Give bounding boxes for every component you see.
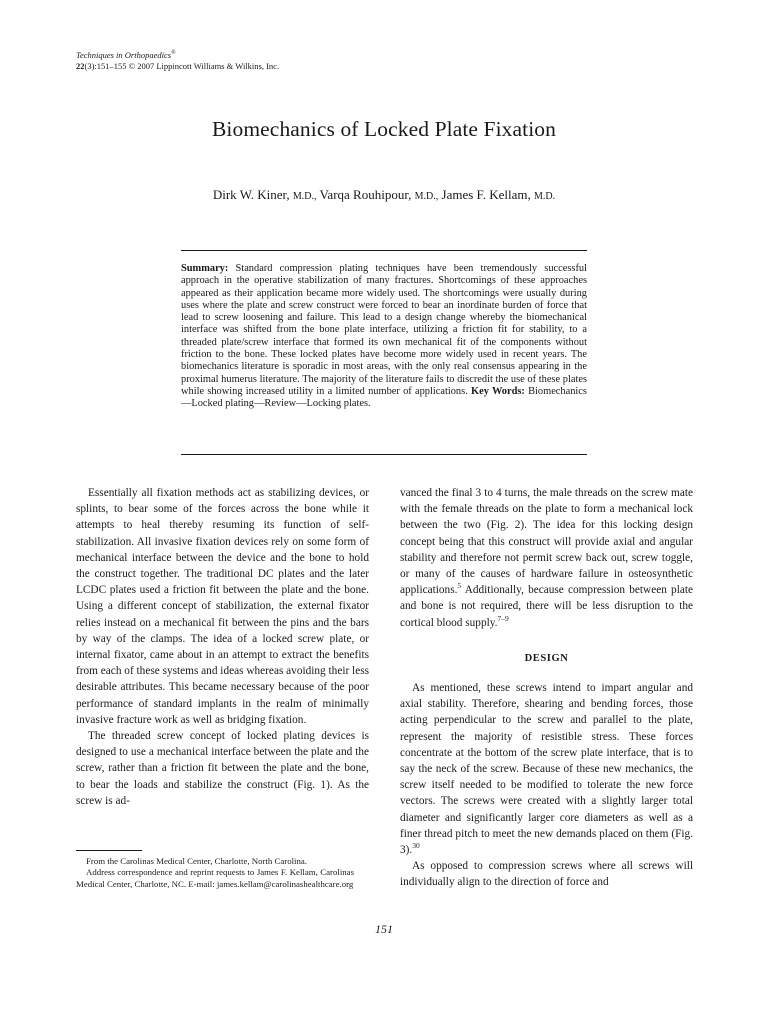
registered-mark: ® (171, 50, 176, 56)
summary-label: Summary: (181, 263, 229, 274)
right-column (400, 485, 693, 891)
author-degree: M.D. (534, 191, 556, 202)
author-name: James F. Kellam, (441, 187, 531, 202)
keywords-text: Biomechanics—Locked plating—Review—Locking plates. (181, 385, 587, 410)
citation-ref: 30 (412, 841, 420, 851)
journal-masthead (76, 48, 279, 72)
citation-ref: 7–9 (497, 613, 509, 623)
journal-name: Techniques in Orthopaedics (76, 49, 172, 60)
body-paragraph (400, 485, 693, 631)
author-name: Dirk W. Kiner, (212, 187, 290, 202)
footnote-affiliation: From the Carolinas Medical Center, Charlotte, North Carolina. (86, 856, 307, 866)
body-paragraph: Essentially all fixation methods act as stabilizing devices, or splints, to bear some of the forces across the bone while it attempts to heal thereby resuming its function of self-stabilization. All invasive fixation devices rely on some form of mechanical interface between the device and the bone to hold the construct together. The traditional DC plates and the later LCDC plates used a friction fit between the plate and the bone. Using a different concept of stabilization, the external fixator relies instead on a mechanical fit between the pins and the bars by way of the clamps. The idea of a locked screw plate, or internal fixator, came about in an attempt to extract the benefits from each of these systems and ideas whereas avoiding their less desirable attributes. This became necessary because of the poor performance of standard implants in the realm of minimally invasive fracture work as well as bridging fixation. (76, 487, 370, 726)
issue-pages: (3):151–155 © 2007 Lippincott Williams & Wilkins, Inc. (84, 60, 280, 71)
article-title: Biomechanics of Locked Plate Fixation (211, 117, 557, 141)
summary-text: Standard compression plating techniques have been tremendously successful approach in the operative stabilization of many fractures. Shortcomings of these approaches appeared as their application became more widely used. The shortcomings were usually during uses where the plate and screw construct were forced to bear an inordinate burden of force that lead to screw loosening and failure. This lead to a design change whereby the biomechanical interface was shifted from the bone plate interface, utilizing a friction fit for stability, to a threaded plate/screw interface that formed its own mechanical fit of the components without friction to the bone. These locked plates have become more widely used in recent years. The biomechanics literature is sporadic in most areas, with the only real consensus appearing in the proximal humerus literature. The majority of the literature fails to discredit the use of these plates while showing increased utility in a limited number of applications. (181, 263, 587, 397)
author-name: Varqa Rouhipour, (319, 187, 412, 202)
author-list (0, 187, 768, 203)
body-paragraph: As opposed to compression screws where all screws will individually align to the direction of force and (400, 860, 693, 889)
author-degree: M.D., (292, 191, 317, 202)
abstract-bottom-rule (181, 454, 587, 455)
paragraph-text: Additionally, because compression between plate and bone is not required, there will be less disruption to the cortical blood supply. (400, 584, 693, 629)
abstract-top-rule (181, 250, 587, 251)
body-paragraph: The threaded screw concept of locked plating devices is designed to use a mechanical interface between the plate and the screw, rather than a friction fit between the plate and the bone, to bear the loads and stabilize the construct (Fig. 1). As the screw is ad- (76, 730, 369, 807)
abstract (181, 263, 587, 411)
paragraph-text: As mentioned, these screws intend to impart angular and axial stability. Therefore, shearing and bending forces, those acting perpendicular to the screw and parallel to the plate, represent the majority of resistible stress. These forces concentrate at the bottom of the screw plate interface, that is to say the neck of the screw. Because of these new mechanics, the screw itself needed to be modified to tolerate the new force vectors. The screws were created with a slightly larger total diameter and significantly larger core diameters as well as a finer thread pitch to meet the new demands placed on them (Fig. 3). (400, 682, 693, 857)
citation-ref: 5 (457, 581, 462, 591)
volume-number: 22 (76, 60, 85, 71)
left-column (76, 485, 369, 809)
page-number: 151 (375, 922, 393, 936)
keywords-label: Key Words: (471, 385, 525, 397)
paragraph-text: vanced the final 3 to 4 turns, the male threads on the screw mate with the female threads on the plate to form a mechanical lock between the two (Fig. 2). The idea for this locking design concept being that this construct will provide axial and angular stability and therefore not permit screw back out, screw toggle, or many of the causes of hardware failure in osteosynthetic applications. (400, 487, 693, 597)
footnote-correspondence: Address correspondence and reprint requests to James F. Kellam, Carolinas Medical Center, Charlotte, NC. E-mail: james.kellam@carolinashealthcare.org (76, 867, 354, 889)
footnote-rule (76, 850, 142, 851)
body-paragraph (400, 680, 693, 858)
footnote (76, 856, 354, 890)
section-heading: DESIGN (524, 652, 569, 664)
author-degree: M.D., (414, 191, 439, 202)
